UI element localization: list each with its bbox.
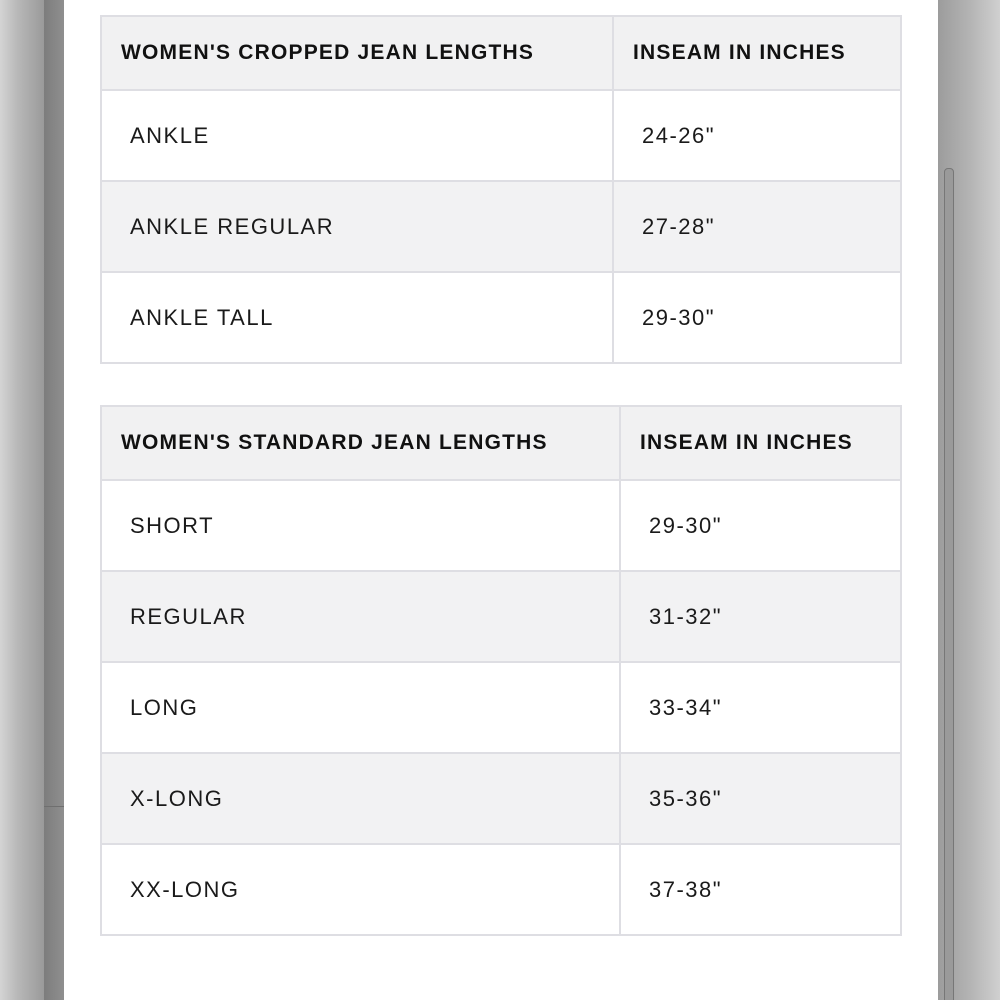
inseam-value-cell: 31-32" [620, 571, 901, 662]
backdrop-left [0, 0, 44, 1000]
table-header-row [101, 16, 901, 90]
length-name-cell: ANKLE REGULAR [101, 181, 613, 272]
modal-edge-left [44, 0, 64, 1000]
length-name-cell: ANKLE TALL [101, 272, 613, 363]
table-row [101, 662, 901, 753]
length-name-cell: XX-LONG [101, 844, 620, 935]
divider-line [44, 806, 64, 807]
length-name-cell: SHORT [101, 480, 620, 571]
column-header-inseam: INSEAM IN INCHES [620, 406, 901, 480]
table-row [101, 571, 901, 662]
cropped-lengths-table [100, 15, 902, 364]
column-header-length: WOMEN'S STANDARD JEAN LENGTHS [101, 406, 620, 480]
inseam-value-cell: 24-26" [613, 90, 901, 181]
standard-lengths-table [100, 405, 902, 936]
inseam-value-cell: 33-34" [620, 662, 901, 753]
inseam-value-cell: 29-30" [620, 480, 901, 571]
column-header-inseam: INSEAM IN INCHES [613, 16, 901, 90]
table-row [101, 480, 901, 571]
inseam-value-cell: 37-38" [620, 844, 901, 935]
length-name-cell: REGULAR [101, 571, 620, 662]
scrollbar-thumb[interactable] [944, 168, 954, 1000]
table-row [101, 181, 901, 272]
table-header-row [101, 406, 901, 480]
table-row [101, 90, 901, 181]
table-row [101, 272, 901, 363]
column-header-length: WOMEN'S CROPPED JEAN LENGTHS [101, 16, 613, 90]
inseam-value-cell: 29-30" [613, 272, 901, 363]
length-name-cell: X-LONG [101, 753, 620, 844]
table-row [101, 753, 901, 844]
length-name-cell: LONG [101, 662, 620, 753]
inseam-value-cell: 35-36" [620, 753, 901, 844]
length-name-cell: ANKLE [101, 90, 613, 181]
table-row [101, 844, 901, 935]
inseam-value-cell: 27-28" [613, 181, 901, 272]
